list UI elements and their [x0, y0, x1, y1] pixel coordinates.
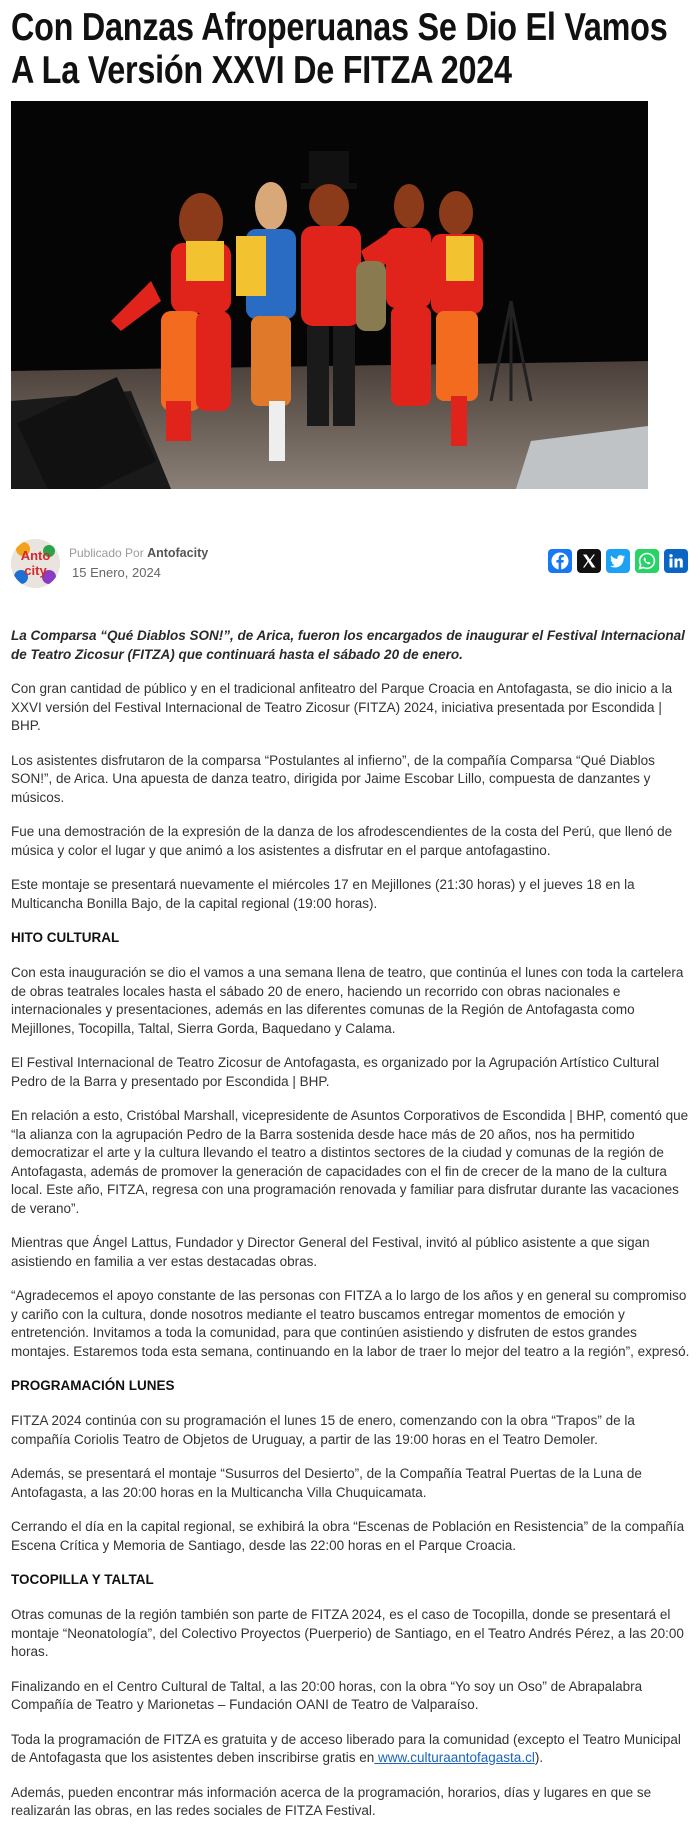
facebook-icon [548, 549, 572, 573]
paragraph: El Festival Internacional de Teatro Zicosur de Antofagasta, es organizado por la Agrupación Artístico Cultural Pedro de la Barra y presentado por Escondida | BHP. [11, 1055, 660, 1089]
dancers-illustration [11, 101, 648, 489]
paragraph: Fue una demostración de la expresión de la danza de los afrodescendientes de la costa del Perú, que llenó de música y color el lugar y que animó a los asistentes a disfrutar en el parque antofagastino. [11, 824, 673, 858]
share-whatsapp-button[interactable] [635, 549, 659, 573]
paragraph: Con gran cantidad de público y en el tradicional anfiteatro del Parque Croacia en Antofagasta, se dio inicio a la XXVI versión del Festival Internacional de Teatro Zicosur (FITZA) 2024, iniciativa presentada por Escondida | BHP. [11, 681, 673, 733]
paragraph: Cerrando el día en la capital regional, se exhibirá la obra “Escenas de Población en Resistencia” de la compañía Escena Crítica y Memoria de Santiago, desde las 22:00 horas en el Parque Croacia. [11, 1519, 685, 1553]
paragraph: Este montaje se presentará nuevamente el miércoles 17 en Mejillones (21:30 horas) y el jueves 18 en la Multicancha Bonilla Bajo, de la capital regional (19:00 horas). [11, 877, 635, 911]
paragraph: Con esta inauguración se dio el vamos a una semana llena de teatro, que continúa el lunes con toda la cartelera de obras teatrales locales hasta el sábado 20 de enero, haciendo un recorrido con obras nacionales e internacionales y presentaciones, además en las diferentes comunas de la Región de Antofagasta como Mejillones, Tocopilla, Taltal, Sierra Gorda, Baquedano y Calama. [11, 965, 684, 1036]
share-twitter-button[interactable] [606, 549, 630, 573]
paragraph-with-link [11, 1731, 691, 1768]
paragraph: Finalizando en el Centro Cultural de Taltal, a las 20:00 horas, con la obra “Yo soy un Oso” de Abrapalabra Compañía de Teatro y Marionetas – Fundación OANI de Teatro de Valparaíso. [11, 1678, 643, 1712]
paragraph: Además, pueden encontrar más información acerca de la programación, horarios, días y lugares en que se realizarán las obras, en las redes sociales de FITZA Festival. [11, 1784, 652, 1818]
paragraph-text: ). [534, 1750, 544, 1765]
share-facebook-button[interactable] [548, 549, 572, 573]
paragraph: Mientras que Ángel Lattus, Fundador y Director General del Festival, invitó al público asistente a que sigan asistiendo en familia a ver estas destacadas obras. [11, 1235, 650, 1269]
paragraph: En relación a esto, Cristóbal Marshall, vicepresidente de Asuntos Corporativos de Escondida | BHP, comentó que “la alianza con la agrupación Pedro de la Barra sostenida desde hace más de 20 años, nos ha permitido democratizar el arte y la cultura llevando el teatro a distintos sectores de la ciudad y comunas de la región de Antofagasta, además de promover la generación de capacidades con el fin de crecer de la mano de la cultura local. Este año, FITZA, regresa con una programación renovada y familiar para disfrutar durante las vacaciones de verano”. [11, 1108, 689, 1216]
published-by-label: Publicado Por [69, 546, 144, 560]
paragraph: Los asistentes disfrutaron de la comparsa “Postulantes al infierno”, de la compañía Comparsa “Qué Diablos SON!”, de Arica. Una apuesta de danza teatro, dirigida por Jaime Escobar Lillo, compuesta de danzantes y músicos. [11, 752, 655, 805]
article-body [11, 627, 691, 1837]
paragraph-text: Toda la programación de FITZA es gratuita y de acceso liberado para la comunidad (excepto el Teatro Municipal de Antofagasta que los asistentes deben inscribirse gratis en [11, 1731, 681, 1765]
paragraph: “Agradecemos el apoyo constante de las personas con FITZA a lo largo de los años y en general su compromiso y cariño con la cultura, donde nosotros mediante el teatro buscamos entregar momentos de emoción y entretención. Invitamos a toda la comunidad, para que continúen asistiendo y disfruten de estos grandes montajes. Estaremos toda esta semana, continuando en la labor de traer lo mejor del teatro a la región”, expresó. [11, 1288, 690, 1359]
paragraph: FITZA 2024 continúa con su programación el lunes 15 de enero, comenzando con la obra “Trapos” de la compañía Coriolis Teatro de Objetos de Uruguay, a partir de las 19:00 horas en el Teatro Demoler. [11, 1413, 635, 1447]
paragraph: Además, se presentará el montaje “Susurros del Desierto”, de la Compañía Teatral Puertas de la Luna de Antofagasta, a las 20:00 horas en la Multicancha Villa Chuquicamata. [11, 1466, 642, 1500]
published-by [69, 546, 208, 560]
paragraph: Otras comunas de la región también son parte de FITZA 2024, es el caso de Tocopilla, donde se presentará el montaje “Neonatología”, del Colectivo Proyectos (Puerperio) de Santiago, en el Teatro Andrés Pérez, a las 20:00 horas. [11, 1607, 684, 1659]
whatsapp-icon [635, 549, 659, 573]
author-name-link[interactable]: Antofacity [147, 546, 209, 560]
antofacity-logo-icon [11, 539, 60, 588]
share-linkedin-button[interactable] [664, 549, 688, 573]
author-row [11, 537, 691, 591]
section-heading-hito-cultural: HITO CULTURAL [11, 930, 120, 945]
article-photo [11, 101, 648, 489]
twitter-icon [606, 549, 630, 573]
linkedin-icon [664, 549, 688, 573]
cultura-antofagasta-link[interactable]: www.culturaantofagasta.cl [374, 1750, 535, 1765]
article-title: Con Danzas Afroperuanas Se Dio El Vamos A La Versión XXVI De FITZA 2024 [11, 6, 668, 92]
share-x-button[interactable] [577, 549, 601, 573]
section-heading-tocopilla-taltal: TOCOPILLA Y TALTAL [11, 1572, 154, 1587]
article-lead: La Comparsa “Qué Diablos SON!”, de Arica, fueron los encargados de inaugurar el Festival Internacional de Teatro Zicosur (FITZA) que continuará hasta el sábado 20 de enero. [11, 628, 685, 662]
svg-text:Anto: Anto [20, 548, 51, 563]
svg-text:city: city [24, 563, 47, 578]
author-avatar[interactable] [11, 539, 60, 588]
section-heading-programacion-lunes: PROGRAMACIÓN LUNES [11, 1378, 175, 1393]
x-icon [577, 549, 601, 573]
publish-date: 15 Enero, 2024 [72, 565, 161, 580]
